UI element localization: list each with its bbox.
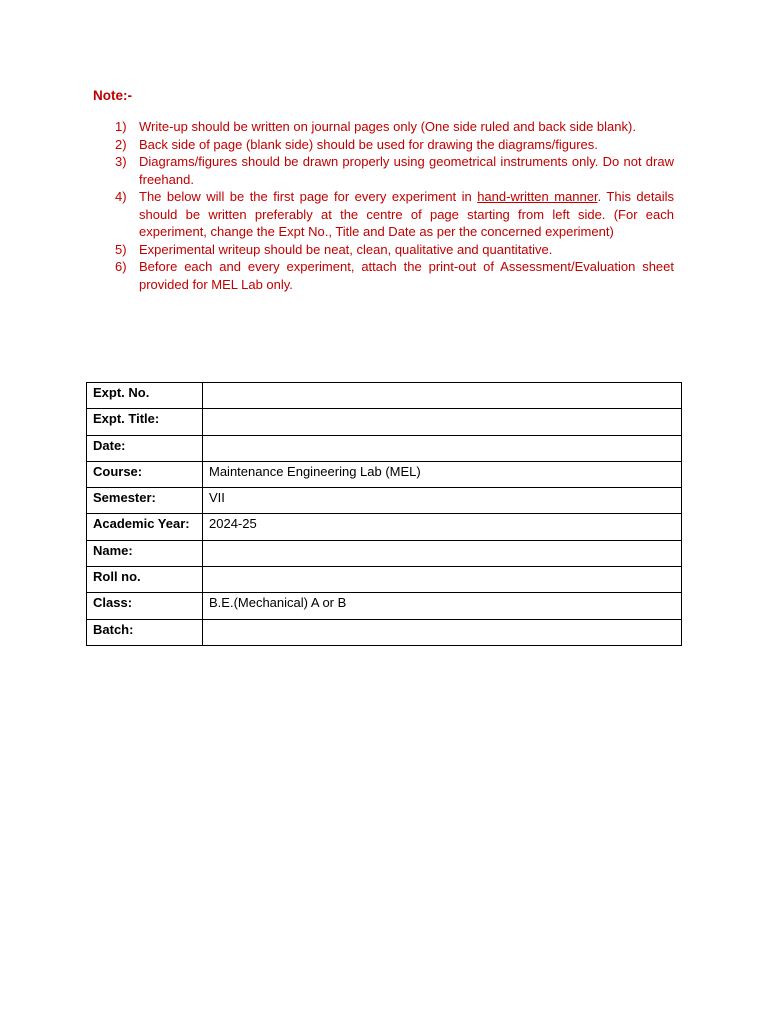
table-row xyxy=(87,435,682,461)
row-label-expt-title: Expt. Title: xyxy=(87,409,203,435)
row-label-course: Course: xyxy=(87,461,203,487)
note-item xyxy=(108,258,674,293)
row-value-date xyxy=(203,435,682,461)
table-row xyxy=(87,383,682,409)
note-text: Before each and every experiment, attach the print-out of Assessment/Evaluation sheet provided for MEL Lab only. xyxy=(139,259,674,292)
table-row xyxy=(87,593,682,619)
row-value-batch xyxy=(203,619,682,645)
row-label-date: Date: xyxy=(87,435,203,461)
note-number: 1) xyxy=(115,119,127,134)
table-row xyxy=(87,409,682,435)
note-item xyxy=(108,136,674,154)
note-text: Experimental writeup should be neat, clean, qualitative and quantitative. xyxy=(139,241,553,257)
note-number: 5) xyxy=(115,241,127,257)
note-text: Diagrams/figures should be drawn properly using geometrical instruments only. Do not draw freehand. xyxy=(139,154,674,187)
table-row xyxy=(87,619,682,645)
row-label-batch: Batch: xyxy=(87,619,203,645)
note-text: Write-up should be written on journal pages only (One side ruled and back side blank). xyxy=(139,119,636,134)
row-value-class: B.E.(Mechanical) A or B xyxy=(203,593,682,619)
row-value-roll-no xyxy=(203,567,682,593)
row-label-class: Class: xyxy=(87,593,203,619)
note-text-underlined: hand-written manner xyxy=(477,189,598,204)
note-number: 3) xyxy=(115,154,127,169)
row-value-name xyxy=(203,540,682,566)
note-list xyxy=(108,118,674,293)
row-label-expt-no: Expt. No. xyxy=(87,383,203,409)
note-text: Back side of page (blank side) should be used for drawing the diagrams/figures. xyxy=(139,136,598,152)
table-row xyxy=(87,488,682,514)
row-label-semester: Semester: xyxy=(87,488,203,514)
note-item xyxy=(108,118,674,136)
note-item xyxy=(108,188,674,241)
experiment-details-table xyxy=(86,382,682,646)
note-number: 2) xyxy=(115,136,127,152)
row-value-academic-year: 2024-25 xyxy=(203,514,682,540)
note-heading: Note:- xyxy=(93,88,132,103)
row-value-expt-title xyxy=(203,409,682,435)
row-value-semester: VII xyxy=(203,488,682,514)
row-label-academic-year: Academic Year: xyxy=(87,514,203,540)
note-number: 6) xyxy=(115,259,127,274)
row-label-name: Name: xyxy=(87,540,203,566)
table-row xyxy=(87,540,682,566)
note-text-after: . This details should be written preferably at the centre of page starting from left side. (For each experiment, change the Expt No., Title and Date as per the concerned experiment) xyxy=(139,189,674,239)
row-value-course: Maintenance Engineering Lab (MEL) xyxy=(203,461,682,487)
row-value-expt-no xyxy=(203,383,682,409)
note-number: 4) xyxy=(115,189,127,204)
note-text-before: The below will be the first page for every experiment in xyxy=(139,189,478,204)
note-item xyxy=(108,241,674,259)
row-label-roll-no: Roll no. xyxy=(87,567,203,593)
note-text xyxy=(139,189,674,239)
table-row xyxy=(87,567,682,593)
note-item xyxy=(108,153,674,188)
table-row xyxy=(87,461,682,487)
table-row xyxy=(87,514,682,540)
